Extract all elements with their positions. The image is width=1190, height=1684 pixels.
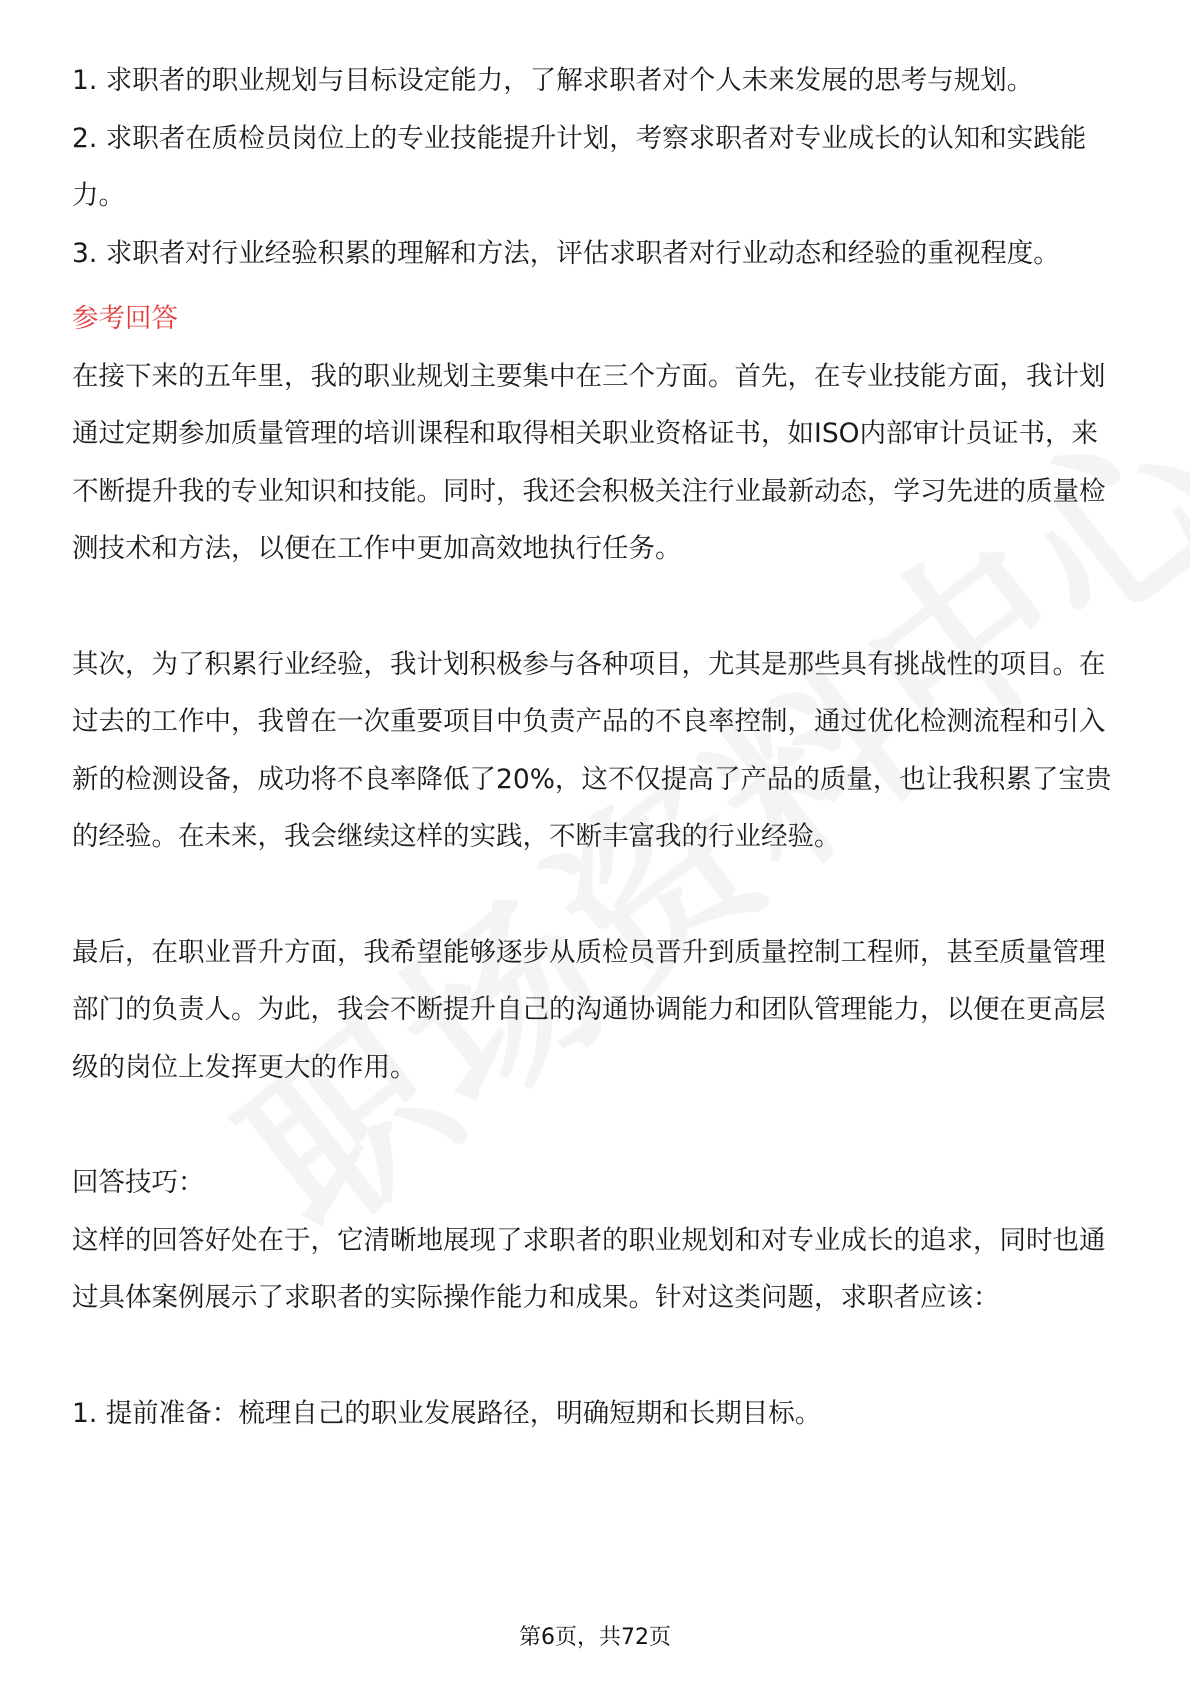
list-item-3: 3. 求职者对行业经验积累的理解和方法，评估求职者对行业动态和经验的重视程度。 (72, 237, 1060, 269)
answer-paragraph-1: 在接下来的五年里，我的职业规划主要集中在三个方面。首先，在专业技能方面，我计划通过定期参加质量管理的培训课程和取得相关职业资格证书，如ISO内部审计员证书，来不断提升我的专业知识和技能。同时，我还会积极关注行业最新动态，学习先进的质量检测技术和方法，以便在工作中更加高效地执行任务。 (72, 360, 1106, 564)
page-number: 第6页，共72页 (519, 1625, 671, 1650)
tips-intro: 这样的回答好处在于，它清晰地展现了求职者的职业规划和对专业成长的追求，同时也通过具体案例展示了求职者的实际操作能力和成果。针对这类问题，求职者应该： (72, 1224, 1106, 1313)
tips-point-1: 1. 提前准备：梳理自己的职业发展路径，明确短期和长期目标。 (72, 1397, 822, 1429)
reference-answer-heading: 参考回答 (72, 303, 178, 334)
document-body (72, 52, 1122, 1442)
list-item-2: 2. 求职者在质检员岗位上的专业技能提升计划，考察求职者对专业成长的认知和实践能力。 (72, 122, 1087, 211)
answer-paragraph-3: 最后，在职业晋升方面，我希望能够逐步从质检员晋升到质量控制工程师，甚至质量管理部门的负责人。为此，我会不断提升自己的沟通协调能力和团队管理能力，以便在更高层级的岗位上发挥更大的作用。 (72, 936, 1106, 1083)
answer-paragraph-2: 其次，为了积累行业经验，我计划积极参与各种项目，尤其是那些具有挑战性的项目。在过去的工作中，我曾在一次重要项目中负责产品的不良率控制，通过优化检测流程和引入新的检测设备，成功将不良率降低了20%，这不仅提高了产品的质量，也让我积累了宝贵的经验。在未来，我会继续这样的实践，不断丰富我的行业经验。 (72, 648, 1112, 852)
list-item-1: 1. 求职者的职业规划与目标设定能力，了解求职者对个人未来发展的思考与规划。 (72, 65, 1034, 96)
tips-heading: 回答技巧： (72, 1167, 205, 1198)
